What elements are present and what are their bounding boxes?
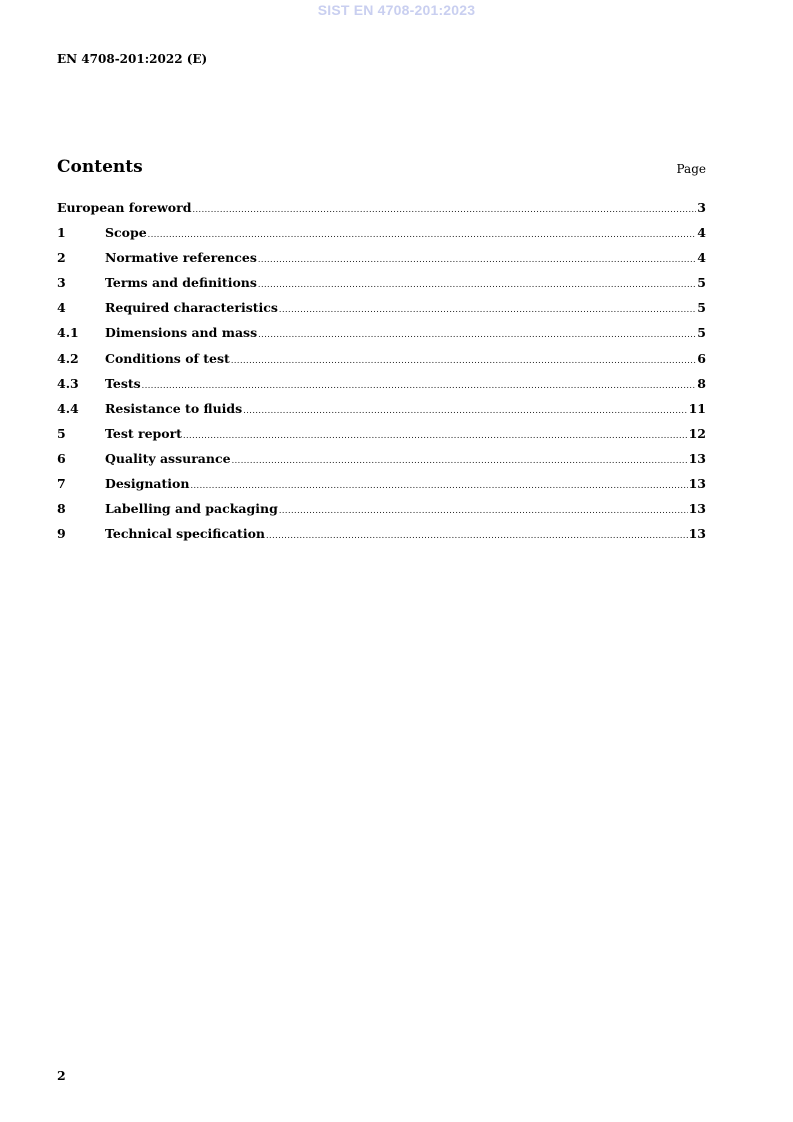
toc-entry-title: European foreword [57,200,192,215]
contents-header [57,157,706,181]
toc-entry-page: 3 [697,200,706,215]
toc-entry-page: 13 [688,450,706,466]
toc-entry-number: 6 [57,450,66,466]
toc-entry[interactable] [57,325,706,350]
toc-entry[interactable] [57,200,706,225]
toc-entry-page: 6 [697,350,706,366]
table-of-contents [57,200,706,551]
toc-entry-title: Tests [105,375,141,391]
toc-dot-leader [279,506,688,515]
toc-entry-page: 13 [688,526,706,542]
page-number: 2 [57,1068,66,1083]
toc-entry-page: 13 [688,501,706,517]
toc-entry[interactable] [57,426,706,451]
toc-entry-number: 4.2 [57,350,79,366]
toc-entry-page: 11 [688,400,706,416]
toc-entry-number: 3 [57,275,66,291]
watermark: SIST EN 4708-201:2023 [317,2,476,18]
toc-entry-number: 5 [57,425,66,441]
page-column-label: Page [676,162,706,176]
toc-dot-leader [232,456,688,465]
toc-entry[interactable] [57,300,706,325]
toc-entry-page: 8 [697,375,706,391]
toc-entry-title: Labelling and packaging [105,501,278,517]
toc-entry-page: 4 [697,225,706,241]
toc-entry-title: Resistance to fluids [105,400,243,416]
toc-dot-leader [279,305,696,314]
toc-entry-number: 9 [57,526,66,542]
toc-entry-number: 4.4 [57,400,79,416]
toc-dot-leader [243,406,687,415]
contents-title: Contents [57,157,143,177]
toc-entry-title: Terms and definitions [105,275,257,291]
toc-dot-leader [183,431,688,440]
toc-entry[interactable] [57,275,706,300]
toc-entry[interactable] [57,451,706,476]
toc-dot-leader [266,531,688,540]
toc-dot-leader [258,280,696,289]
toc-entry-number: 2 [57,250,66,266]
toc-entry-number: 4 [57,300,66,316]
toc-entry-title: Scope [105,225,147,241]
toc-entry-page: 5 [697,325,706,341]
toc-entry-number: 4.1 [57,325,79,341]
toc-dot-leader [190,481,687,490]
toc-dot-leader [192,205,696,214]
toc-entry-title: Designation [105,476,190,492]
toc-entry-page: 5 [697,300,706,316]
toc-entry-title: Quality assurance [105,450,231,466]
document-id: EN 4708-201:2022 (E) [57,52,208,66]
toc-entry-number: 1 [57,225,66,241]
toc-entry-number: 8 [57,501,66,517]
toc-entry[interactable] [57,476,706,501]
toc-entry-page: 4 [697,250,706,266]
toc-entry-title: Normative references [105,250,257,266]
toc-entry-title: Technical specification [105,526,266,542]
toc-entry[interactable] [57,501,706,526]
toc-entry-number: 4.3 [57,375,79,391]
toc-entry-page: 13 [688,476,706,492]
toc-entry-title: Test report [105,425,182,441]
toc-entry[interactable] [57,401,706,426]
toc-entry-number: 7 [57,476,66,492]
toc-entry-page: 5 [697,275,706,291]
toc-entry-page: 12 [688,425,706,441]
toc-dot-leader [258,330,696,339]
toc-entry[interactable] [57,351,706,376]
toc-entry[interactable] [57,225,706,250]
toc-dot-leader [258,255,696,264]
toc-dot-leader [231,356,696,365]
toc-entry[interactable] [57,250,706,275]
toc-entry-title: Conditions of test [105,350,230,366]
toc-entry[interactable] [57,376,706,401]
toc-dot-leader [148,230,697,239]
toc-dot-leader [142,381,697,390]
toc-entry[interactable] [57,526,706,551]
toc-entry-title: Dimensions and mass [105,325,258,341]
toc-entry-title: Required characteristics [105,300,278,316]
